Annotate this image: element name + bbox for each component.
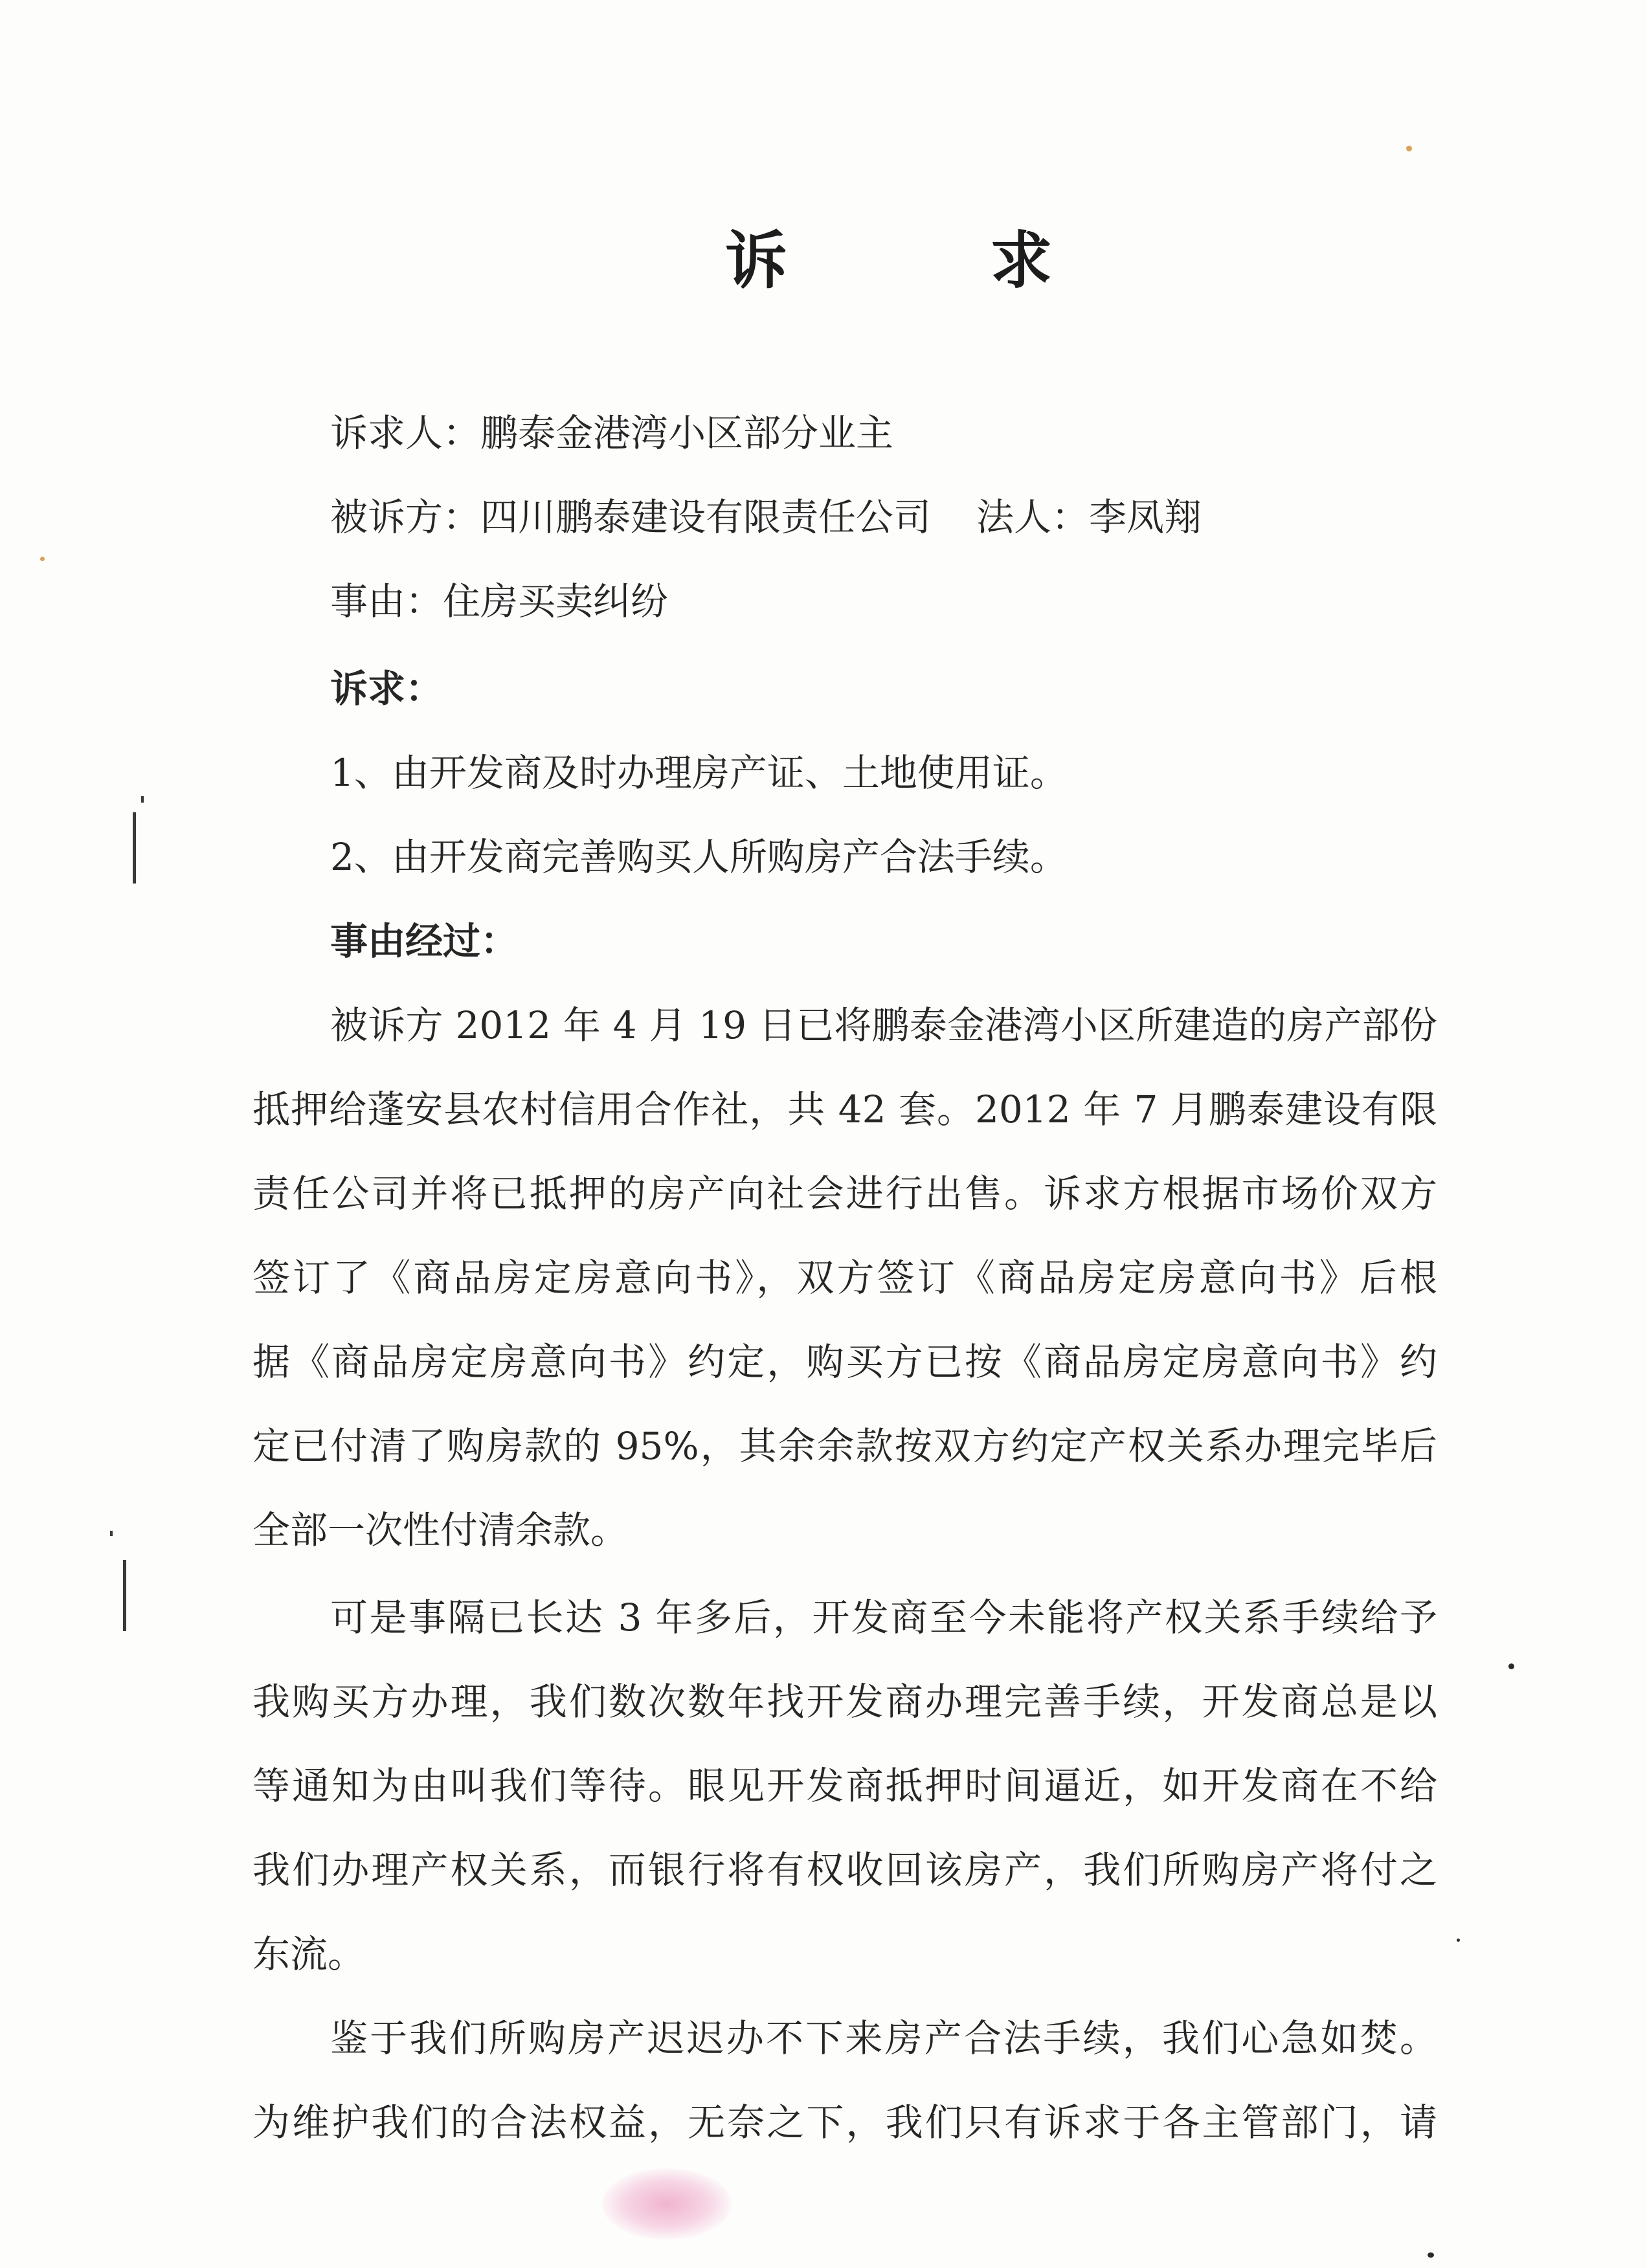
paragraph1-line-5: 据《商品房定房意向书》约定，购买方已按《商品房定房意向书》约 bbox=[252, 1340, 1437, 1384]
claim-item-1: 1、由开发商及时办理房产证、土地使用证。 bbox=[330, 751, 1068, 795]
binder-hole-mark bbox=[110, 1531, 113, 1536]
paragraph1-line-3: 责任公司并将已抵押的房产向社会进行出售。诉求方根据市场价双方 bbox=[252, 1172, 1437, 1216]
scan-speck bbox=[40, 557, 45, 561]
plaintiff-line: 诉求人：鹏泰金港湾小区部分业主 bbox=[330, 411, 894, 455]
paragraph2-line-2: 我购买方办理，我们数次数年找开发商办理完善手续，开发商总是以 bbox=[252, 1680, 1437, 1724]
claim-item-2: 2、由开发商完善购买人所购房产合法手续。 bbox=[330, 835, 1068, 879]
binder-hole-mark bbox=[133, 812, 136, 884]
page-title: 诉 求 bbox=[725, 224, 1143, 297]
paragraph3-line-2: 为维护我们的合法权益，无奈之下，我们只有诉求于各主管部门，请 bbox=[252, 2100, 1437, 2144]
scan-dot bbox=[1457, 1939, 1460, 1942]
binder-hole-mark bbox=[123, 1560, 126, 1631]
scan-dot bbox=[1508, 1663, 1514, 1669]
paragraph2-line-4: 我们办理产权关系，而银行将有权收回该房产，我们所购房产将付之 bbox=[252, 1848, 1437, 1892]
paragraph1-line-1: 被诉方 2012 年 4 月 19 日已将鹏泰金港湾小区所建造的房产部份 bbox=[330, 1003, 1437, 1047]
claims-heading: 诉求： bbox=[330, 667, 443, 711]
legal-rep-text: 法人：李凤翔 bbox=[976, 495, 1202, 539]
paragraph1-line-7: 全部一次性付清余款。 bbox=[252, 1508, 629, 1552]
binder-hole-mark bbox=[141, 796, 144, 803]
paragraph2-line-1: 可是事隔已长达 3 年多后，开发商至今未能将产权关系手续给予 bbox=[330, 1595, 1437, 1640]
scan-dot bbox=[1428, 2252, 1434, 2258]
paragraph2-line-5: 东流。 bbox=[252, 1932, 366, 1976]
paragraph3-line-1: 鉴于我们所购房产迟迟办不下来房产合法手续，我们心急如焚。 bbox=[330, 2016, 1437, 2060]
scan-speck bbox=[1406, 146, 1412, 151]
red-seal-stamp bbox=[602, 2168, 732, 2240]
paragraph1-line-4: 签订了《商品房定房意向书》，双方签订《商品房定房意向书》后根 bbox=[252, 1256, 1437, 1300]
defendant-line bbox=[330, 495, 1202, 539]
paragraph2-line-3: 等通知为由叫我们等待。眼见开发商抵押时间逼近，如开发商在不给 bbox=[252, 1764, 1437, 1808]
cause-line: 事由：住房买卖纠纷 bbox=[330, 579, 669, 623]
defendant-text: 被诉方：四川鹏泰建设有限责任公司 bbox=[330, 495, 932, 539]
paragraph1-line-2: 抵押给蓬安县农村信用合作社，共 42 套。2012 年 7 月鹏泰建设有限 bbox=[252, 1087, 1437, 1131]
facts-heading: 事由经过： bbox=[330, 919, 519, 963]
paragraph1-line-6: 定已付清了购房款的 95%，其余余款按双方约定产权关系办理完毕后 bbox=[252, 1424, 1437, 1468]
